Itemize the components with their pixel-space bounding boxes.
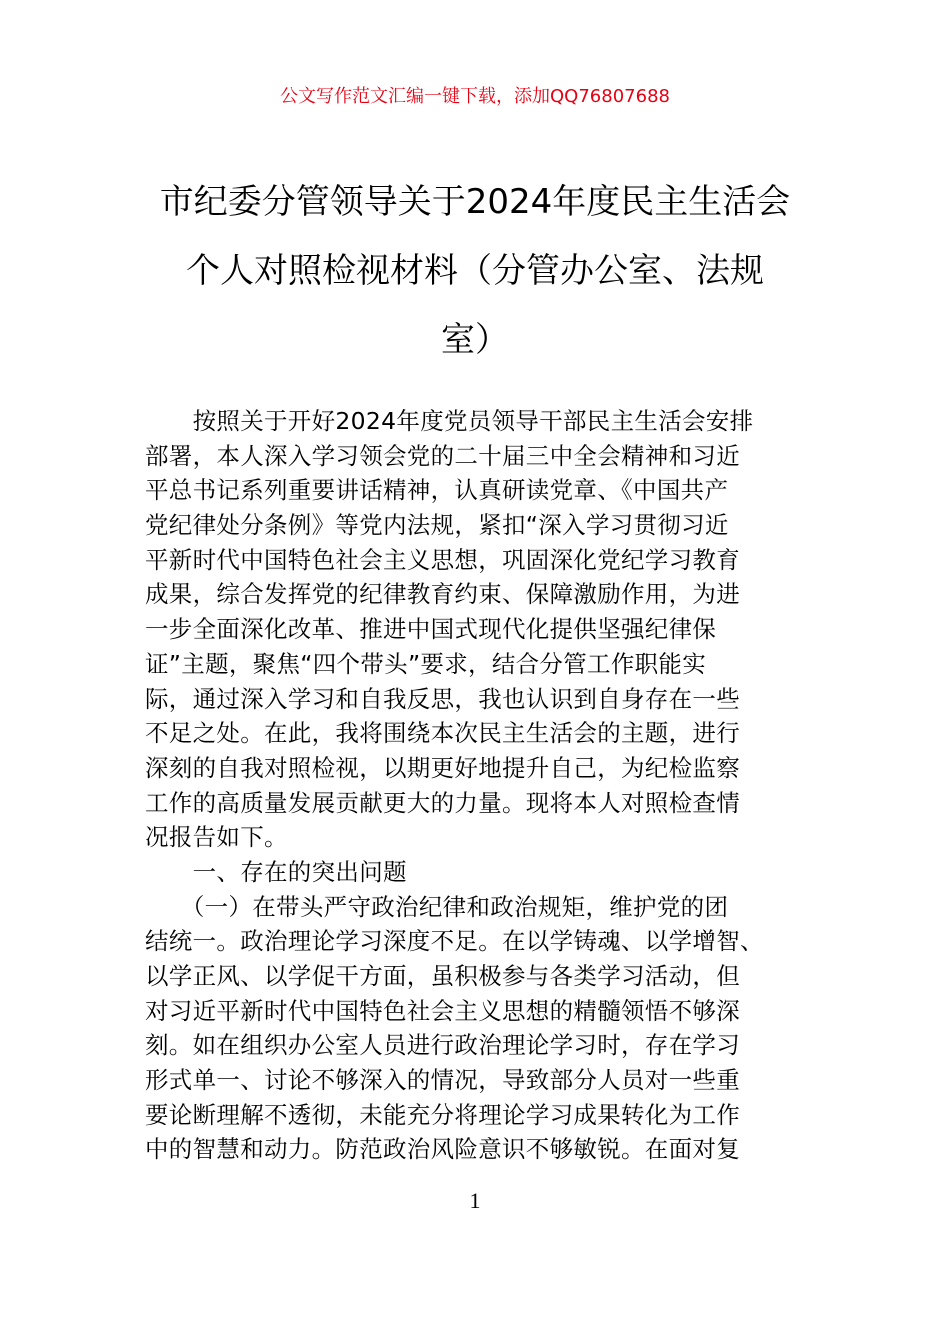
body-text-line: 深刻的自我对照检视，以期更好地提升自己，为纪检监察	[145, 753, 740, 782]
title-line: 个人对照检视材料（分管办公室、法规	[186, 251, 764, 291]
document-body	[145, 404, 815, 1167]
title-line: 市纪委分管领导关于2024年度民主生活会	[159, 182, 791, 222]
document-title	[100, 168, 850, 375]
body-text-line: 形式单一、讨论不够深入的情况，导致部分人员对一些重	[145, 1066, 740, 1095]
body-text-line: 不足之处。在此，我将围绕本次民主生活会的主题，进行	[145, 719, 740, 748]
title-line: 室）	[441, 320, 509, 360]
body-text-line: 平总书记系列重要讲话精神，认真研读党章、《中国共产	[145, 476, 729, 505]
body-text-line: （一）在带头严守政治纪律和政治规矩，维护党的团	[145, 892, 729, 921]
body-text-line: 党纪律处分条例》等党内法规，紧扣“深入学习贯彻习近	[145, 511, 729, 540]
body-text-line: 部署，本人深入学习领会党的二十届三中全会精神和习近	[145, 441, 740, 470]
body-text-line: 工作的高质量发展贡献更大的力量。现将本人对照检查情	[145, 788, 740, 817]
body-text-line: 以学正风、以学促干方面，虽积极参与各类学习活动，但	[145, 962, 740, 990]
page-number: 1	[469, 1188, 481, 1213]
body-text-line: 成果，综合发挥党的纪律教育约束、保障激励作用，为进	[145, 580, 740, 609]
body-text-line: 一、存在的突出问题	[145, 857, 407, 886]
body-text-line: 结统一。政治理论学习深度不足。在以学铸魂、以学增智、	[145, 927, 764, 956]
promo-header: 公文写作范文汇编一键下载，添加QQ76807688	[280, 86, 670, 107]
body-text-line: 要论断理解不透彻，未能充分将理论学习成果转化为工作	[145, 1100, 740, 1129]
body-text-line: 况报告如下。	[145, 823, 288, 852]
body-text-line: 中的智慧和动力。防范政治风险意识不够敏锐。在面对复	[145, 1135, 740, 1164]
body-text-line: 平新时代中国特色社会主义思想，巩固深化党纪学习教育	[145, 545, 740, 574]
body-text-line: 际，通过深入学习和自我反思，我也认识到自身存在一些	[145, 684, 740, 713]
body-text-line: 对习近平新时代中国特色社会主义思想的精髓领悟不够深	[145, 996, 740, 1025]
body-text-line: 刻。如在组织办公室人员进行政治理论学习时，存在学习	[145, 1031, 740, 1060]
body-text-line: 按照关于开好2024年度党员领导干部民主生活会安排	[145, 407, 754, 435]
body-text-line: 一步全面深化改革、推进中国式现代化提供坚强纪律保	[145, 615, 717, 644]
body-text-line: 证”主题，聚焦“四个带头”要求，结合分管工作职能实	[145, 649, 707, 678]
